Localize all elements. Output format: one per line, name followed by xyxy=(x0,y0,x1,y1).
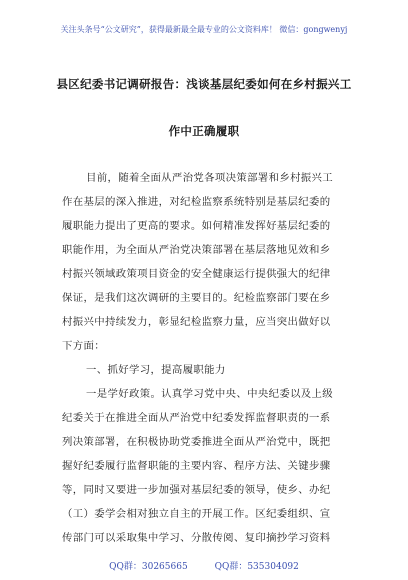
body-line: 职能作用，为全面从严治党决策部署在基层落地见效和乡 xyxy=(62,244,331,256)
footer-qq-group-2: QQ群：535304092 xyxy=(214,562,299,572)
body-line: 下方面： xyxy=(62,340,105,352)
body-line: 传部门可以采取集中学习、分散传阅、复印摘抄学习资料 xyxy=(62,532,331,544)
body-line: 村振兴中持续发力，彰显纪检监察力量，应当突出做好以 xyxy=(62,316,331,328)
document-title-line-2: 作中正确履职 xyxy=(168,124,240,138)
header-promo-note: 关注头条号“公文研究”，获得最新最全最专业的公文资料库！ 微信：gongwenyj xyxy=(60,25,348,34)
document-title-line-1: 县区纪委书记调研报告：浅谈基层纪委如何在乡村振兴工 xyxy=(56,77,352,91)
body-line: 保证，是我们这次调研的主要目的。纪检监察部门要在乡 xyxy=(62,292,331,304)
body-line: 村振兴领域政策项目资金的安全健康运行提供强大的纪律 xyxy=(62,268,331,280)
footer-qq-group-1: QQ群：30265665 xyxy=(109,562,188,572)
body-line: 列决策部署，在积极协助党委推进全面从严治党中，既把 xyxy=(62,436,331,448)
body-line: 履职能力提出了更高的要求。如何精准发挥好基层纪委的 xyxy=(62,220,331,232)
body-line: 等，同时又要进一步加强对基层纪委的领导，使乡、办纪 xyxy=(62,484,331,496)
body-line: 握好纪委履行监督职能的主要内容、程序方法、关键步骤 xyxy=(62,460,331,472)
body-line: 一是学好政策。认真学习党中央、中央纪委以及上级 xyxy=(86,388,334,400)
body-line: 纪委关于在推进全面从严治党中纪委发挥监督职责的一系 xyxy=(62,412,331,424)
section-heading: 一、抓好学习，提高履职能力 xyxy=(86,364,226,376)
body-line: （工）委学会相对独立自主的开展工作。区纪委组织、宣 xyxy=(62,508,331,520)
footer-contact xyxy=(0,559,408,572)
body-line: 目前，随着全面从严治党各项决策部署和乡村振兴工 xyxy=(86,172,334,184)
body-line: 作在基层的深入推进，对纪检监察系统特别是基层纪委的 xyxy=(62,196,331,208)
